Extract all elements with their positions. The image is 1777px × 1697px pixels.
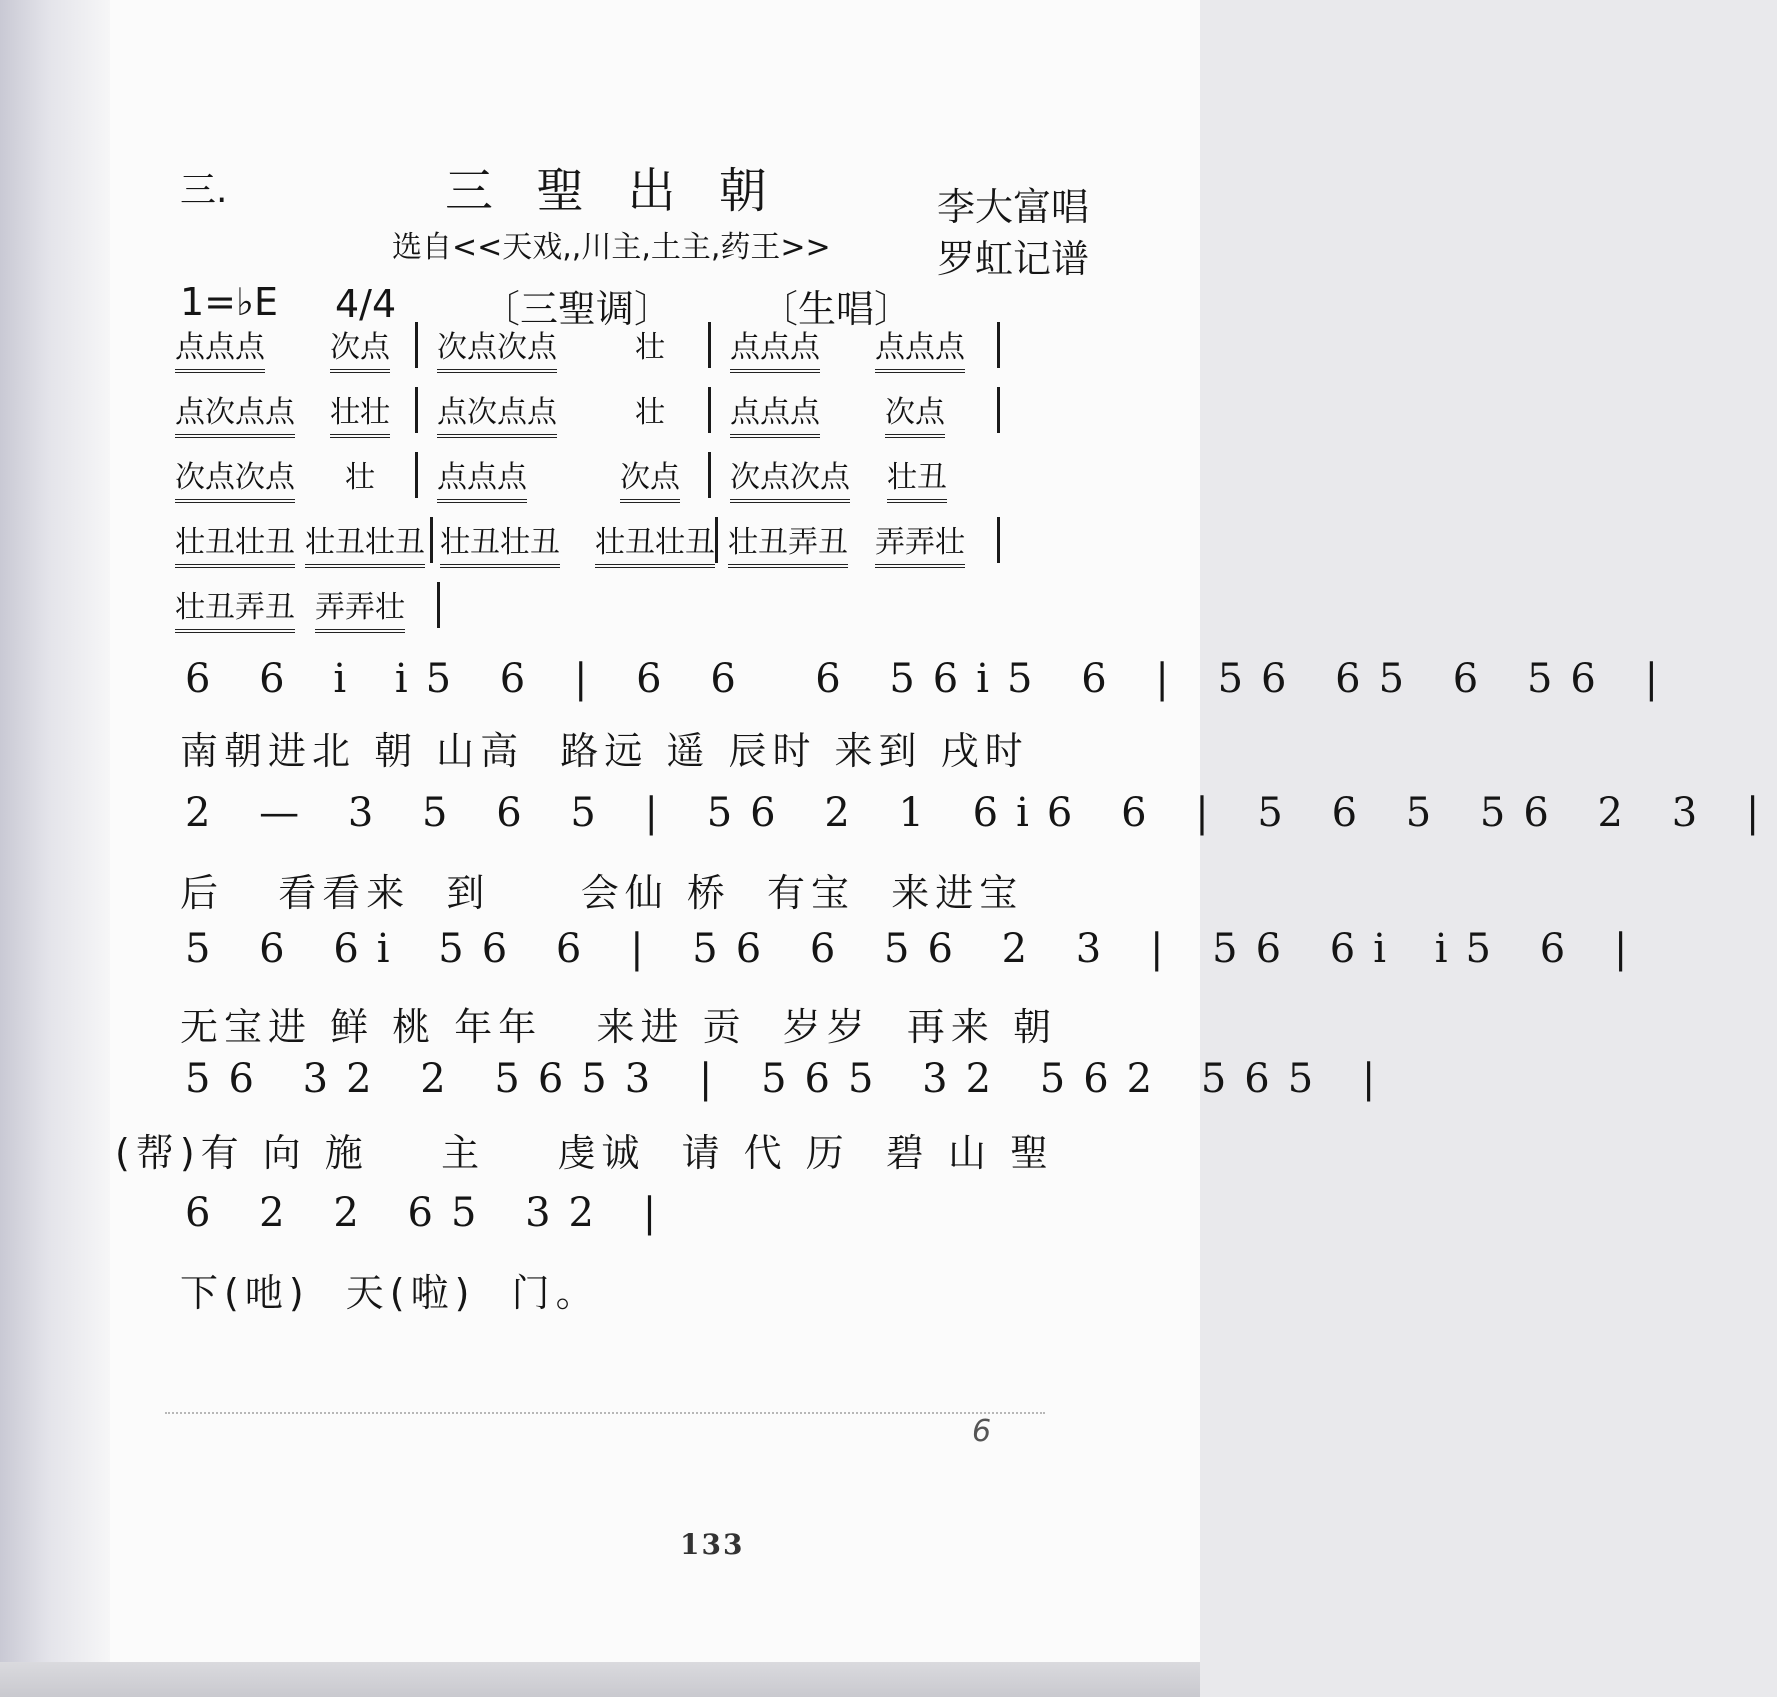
notes-line: 2 — 3 5 6 5 | 56 2 1 6i6 6 | 5 6 5 56 2 3 | [185,790,1777,836]
bar-line [708,322,711,368]
percussion-group: 壮丑壮丑 [305,517,425,568]
notes-line: 5 6 6i 56 6 | 56 6 56 2 3 | 56 6i i5 6 | [185,926,1646,972]
bar-line [415,452,418,498]
lyrics-line: (帮)有 向 施 主 虔诚 请 代 历 碧 山 聖 [115,1131,1055,1175]
percussion-row [175,322,1075,374]
bar-line [415,322,418,368]
footer-page-mark: 6 [972,1414,992,1449]
bar-line [997,517,1000,563]
lyrics-line: 后 看看来 到 会仙 桥 有宝 来进宝 [180,871,1024,915]
percussion-group: 次点 [620,452,680,503]
role-mark: 〔生唱〕 [760,287,913,331]
bar-line [415,387,418,433]
percussion-group: 点点点 [875,322,965,373]
bar-line [430,517,433,563]
percussion-group: 弄弄壮 [315,582,405,633]
tune-name: 〔三聖调〕 [482,287,673,331]
percussion-group: 点次点点 [175,387,295,438]
percussion-group: 点点点 [175,322,265,373]
credit-notator: 罗虹记谱 [937,237,1090,281]
percussion-group: 点点点 [730,387,820,438]
percussion-group: 壮丑弄丑 [728,517,848,568]
percussion-group: 壮 [635,330,665,365]
page-number: 133 [680,1528,745,1561]
source-line: 选自<<天戏,,川主,土主,药王>> [392,230,831,265]
section-number: 三. [180,170,228,211]
page-bottom-edge [0,1662,1200,1697]
percussion-group: 壮丑壮丑 [595,517,715,568]
percussion-row [175,582,1075,634]
key-signature: 1=♭E [180,280,278,324]
bar-line [708,387,711,433]
percussion-group: 壮丑弄丑 [175,582,295,633]
percussion-group: 点次点点 [437,387,557,438]
notes-line: 56 32 2 5653 | 565 32 562 565 | [185,1056,1394,1102]
bar-line [715,517,718,563]
percussion-group: 壮丑壮丑 [175,517,295,568]
percussion-group: 次点 [330,322,390,373]
lyrics-line: 无宝进 鲜 桃 年年 来进 贡 岁岁 再来 朝 [180,1005,1057,1049]
credit-singer: 李大富唱 [937,185,1090,229]
percussion-group: 点点点 [730,322,820,373]
bar-line [997,322,1000,368]
notes-line: 6 6 i i5 6 | 6 6 6 56i5 6 | 56 65 6 56 | [185,656,1677,702]
percussion-row [175,452,1075,504]
percussion-group: 壮 [635,395,665,430]
percussion-group: 壮丑壮丑 [440,517,560,568]
percussion-group: 次点次点 [730,452,850,503]
percussion-group: 壮 [345,460,375,495]
book-spine-shadow [0,0,110,1662]
percussion-row [175,387,1075,439]
bar-line [997,387,1000,433]
percussion-group: 次点次点 [175,452,295,503]
time-signature: 4/4 [335,282,397,326]
footer-rule [165,1412,1045,1414]
percussion-group: 壮丑 [887,452,947,503]
percussion-row [175,517,1075,569]
song-title: 三 聖 出 朝 [445,163,781,219]
percussion-group: 点点点 [437,452,527,503]
percussion-group: 弄弄壮 [875,517,965,568]
lyrics-line: 下(吔) 天(啦) 门。 [180,1271,600,1315]
notes-line: 6 2 2 65 32 | [185,1190,675,1236]
bar-line [708,452,711,498]
bar-line [437,582,440,628]
percussion-group: 壮壮 [330,387,390,438]
lyrics-line: 南朝进北 朝 山高 路远 遥 辰时 来到 戌时 [180,729,1029,773]
percussion-group: 次点 [885,387,945,438]
percussion-group: 次点次点 [437,322,557,373]
